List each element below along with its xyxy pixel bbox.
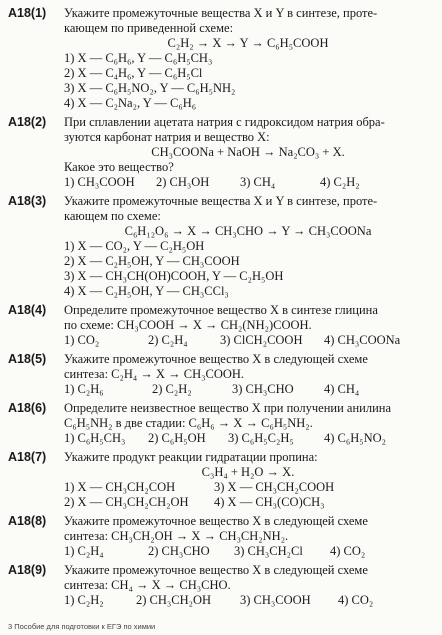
task-a18-7: [8, 450, 432, 510]
question-line: Какое это вещество?: [64, 160, 174, 174]
answer-option: 3) X — C₆H₅NO₂, Y — C₆H₅NH₂: [64, 81, 236, 95]
task-number: A18(5): [8, 352, 47, 366]
answer-option: 1) C₂H₂: [64, 593, 104, 607]
question-line: зуются карбонат натрия и вещество X:: [64, 130, 270, 144]
question-line: Определите промежуточное вещество X в синтезе глицина: [64, 303, 378, 317]
task-number: A18(4): [8, 303, 47, 317]
answer-option: 3) CH₃CHO: [232, 382, 294, 396]
answer-option: 2) C₆H₅OH: [148, 431, 206, 445]
question-line: синтеза: CH₃CH₂OH → X → CH₃CH₂NH₂.: [64, 529, 289, 543]
answer-options: [64, 431, 432, 446]
answer-option: 2) X — C₄H₆, Y — C₆H₅Cl: [64, 66, 203, 80]
answer-option: 4) X — CH₃(CO)CH₃: [214, 495, 325, 509]
answer-option: 3) X — CH₃CH(OH)COOH, Y — C₂H₅OH: [64, 269, 284, 283]
answer-option: 3) CH₃COOH: [240, 593, 311, 607]
question-line: Укажите промежуточные вещества X и Y в синтезе, проте-: [64, 6, 378, 20]
question-line: Укажите промежуточное вещество X в следующей схеме: [64, 563, 368, 577]
answer-option: 1) X — CO₂, Y — C₂H₅OH: [64, 239, 205, 253]
task-number: A18(2): [8, 115, 47, 129]
question-line: Укажите промежуточные вещества X и Y в синтезе, проте-: [64, 194, 378, 208]
answer-option: 2) C₂H₄: [148, 333, 188, 347]
task-a18-3: [8, 194, 432, 299]
answer-option: 2) X — C₂H₅OH, Y — CH₃COOH: [64, 254, 240, 268]
task-a18-6: [8, 401, 432, 446]
answer-option: 3) ClCH₂COOH: [220, 333, 303, 347]
task-number: A18(6): [8, 401, 47, 415]
answer-option: 1) C₆H₅CH₃: [64, 431, 126, 445]
question-line: синтеза: CH₄ → X → CH₃CHO.: [64, 578, 231, 592]
answer-options: [64, 544, 432, 559]
answer-option: 2) X — CH₃CH₂CH₂OH: [64, 495, 189, 509]
task-a18-4: [8, 303, 432, 348]
page-footer: 3 Пособие для подготовки к ЕГЭ по химии: [8, 622, 156, 631]
reaction-scheme: C₃H₄ + H₂O → X.: [201, 465, 295, 479]
answer-option: 1) X — CH₃CH₂COH: [64, 480, 176, 494]
answer-option: 4) C₂H₂: [320, 175, 360, 189]
answer-options: [64, 593, 432, 608]
question-line: C₆H₅NH₂ в две стадии: C₆H₆ → X → C₆H₅NH₂.: [64, 416, 313, 430]
question-line: кающем по приведенной схеме:: [64, 21, 234, 35]
answer-option: 4) CO₂: [338, 593, 374, 607]
answer-option: 2) CH₃CHO: [148, 544, 210, 558]
task-a18-2: [8, 115, 432, 190]
answer-options: [64, 382, 432, 397]
answer-option: 4) CO₂: [330, 544, 366, 558]
task-number: A18(8): [8, 514, 47, 528]
answer-options: [64, 333, 432, 348]
answer-option: 3) X — CH₃CH₂COOH: [214, 480, 335, 494]
task-a18-9: [8, 563, 432, 608]
answer-option: 3) C₆H₅C₂H₅: [228, 431, 294, 445]
task-a18-8: [8, 514, 432, 559]
task-number: A18(7): [8, 450, 47, 464]
question-line: Укажите промежуточное вещество X в следующей схеме: [64, 514, 368, 528]
answer-option: 2) CH₃OH: [156, 175, 210, 189]
question-line: по схеме: CH₃COOH → X → CH₂(NH₂)COOH.: [64, 318, 312, 332]
question-line: Определите неизвестное вещество X при получении анилина: [64, 401, 392, 415]
answer-option: 4) CH₃COONa: [324, 333, 401, 347]
reaction-scheme: CH₃COONa + NaOH → Na₂CO₃ + X.: [151, 145, 345, 159]
task-number: A18(1): [8, 6, 47, 20]
answer-option: 1) C₂H₄: [64, 544, 104, 558]
reaction-scheme: C₂H₂ → X → Y → C₆H₅COOH: [167, 36, 329, 50]
question-line: Укажите продукт реакции гидратации пропина:: [64, 450, 318, 464]
answer-option: 1) CO₂: [64, 333, 100, 347]
answer-option: 2) CH₃CH₂OH: [136, 593, 212, 607]
answer-option: 4) X — C₂H₅OH, Y — CH₃CCl₃: [64, 284, 229, 298]
task-number: A18(3): [8, 194, 47, 208]
question-line: кающем по схеме:: [64, 209, 161, 223]
answer-option: 1) C₂H₆: [64, 382, 104, 396]
question-line: Укажите промежуточное вещество X в следующей схеме: [64, 352, 368, 366]
task-number: A18(9): [8, 563, 47, 577]
reaction-scheme: C₆H₁₂O₆ → X → CH₃CHO → Y → CH₃COONa: [124, 224, 372, 238]
answer-option: 4) X — C₂Na₂, Y — C₆H₆: [64, 96, 197, 110]
answer-option: 1) CH₃COOH: [64, 175, 135, 189]
answer-option: 3) CH₄: [240, 175, 276, 189]
task-a18-1: [8, 6, 432, 111]
question-line: При сплавлении ацетата натрия с гидроксидом натрия обра-: [64, 115, 385, 129]
question-line: синтеза: C₂H₄ → X → CH₃COOH.: [64, 367, 245, 381]
answer-option: 4) C₆H₅NO₂: [324, 431, 387, 445]
answer-option: 1) X — C₆H₆, Y — C₆H₅CH₃: [64, 51, 213, 65]
answer-option: 3) CH₃CH₂Cl: [234, 544, 303, 558]
answer-options: [64, 175, 432, 190]
answer-option: 4) CH₄: [324, 382, 360, 396]
task-a18-5: [8, 352, 432, 397]
answer-options: [64, 480, 432, 510]
answer-option: 2) C₂H₂: [152, 382, 192, 396]
